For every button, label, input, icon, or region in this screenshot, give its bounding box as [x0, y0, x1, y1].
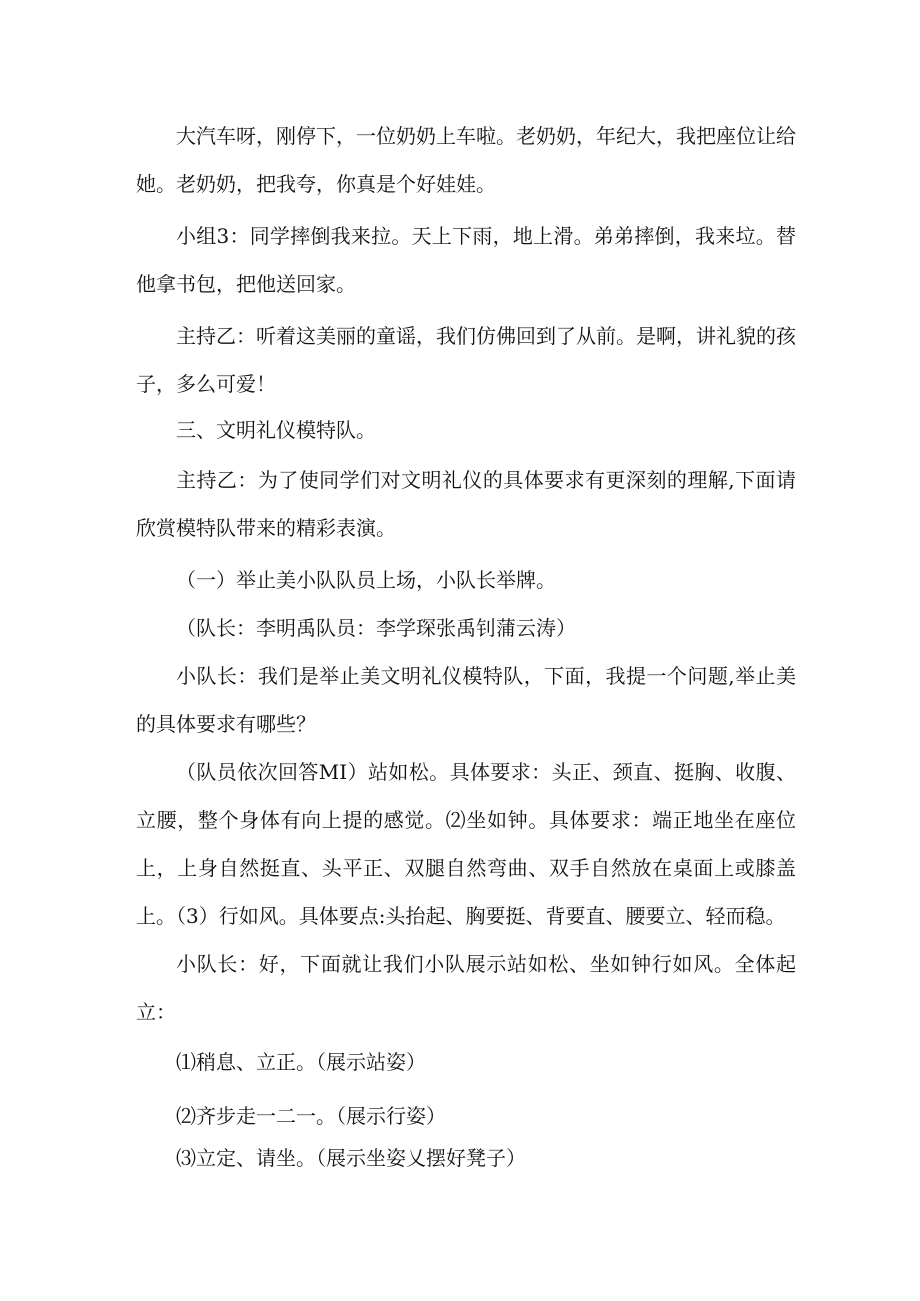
step-sit: ⑶立定、请坐。（展示坐姿乂摆好凳子）	[176, 1146, 526, 1170]
paragraph-host-b-intro: 主持乙：为了使同学们对文明礼仪的具体要求有更深刻的理解,下面请欣赏模特队带来的精彩表演。	[136, 468, 796, 540]
paragraph-host-b-rhyme: 主持乙：听着这美丽的童谣，我们仿佛回到了从前。是啊，讲礼貌的孩子，多么可爱！	[136, 324, 796, 396]
paragraph-leader-question: 小队长：我们是举止美文明礼仪模特队，下面，我提一个问题,举止美的具体要求有哪些？	[136, 664, 796, 736]
step-stand: ⑴稍息、立正。（展示站姿）	[176, 1050, 426, 1074]
step-walk: ⑵齐步走一二一。（展示行姿）	[176, 1104, 446, 1128]
section-heading-etiquette-team: 三、文明礼仪模特队。	[176, 418, 376, 442]
paragraph-team-enters: （一）举止美小队队员上场，小队长举牌。	[176, 568, 556, 592]
paragraph-leader-demo: 小队长：好，下面就让我们小队展示站如松、坐如钟行如风。全体起立：	[136, 952, 796, 1024]
paragraph-team-members: （队长：李明禹队员：李学琛张禹钊蒲云涛）	[176, 616, 576, 640]
paragraph-bus-rhyme: 大汽车呀，刚停下，一位奶奶上车啦。老奶奶，年纪大，我把座位让给她。老奶奶，把我夸，你真是个好娃娃。	[136, 124, 796, 196]
paragraph-members-answer: （队员依次回答MI）站如松。具体要求：头正、颈直、挺胸、收腹、立腰，整个身体有向上提的感觉。⑵坐如钟。具体要求：端正地坐在座位上，上身自然挺直、头平正、双腿自然弯曲、双手自然放在桌面上或膝盖上。（3）行如风。具体要点:头抬起、胸要挺、背要直、腰要立、轻而稳。	[136, 760, 796, 928]
paragraph-group-3: 小组3：同学摔倒我来拉。天上下雨，地上滑。弟弟摔倒，我来垃。替他拿书包，把他送回家。	[136, 224, 796, 296]
